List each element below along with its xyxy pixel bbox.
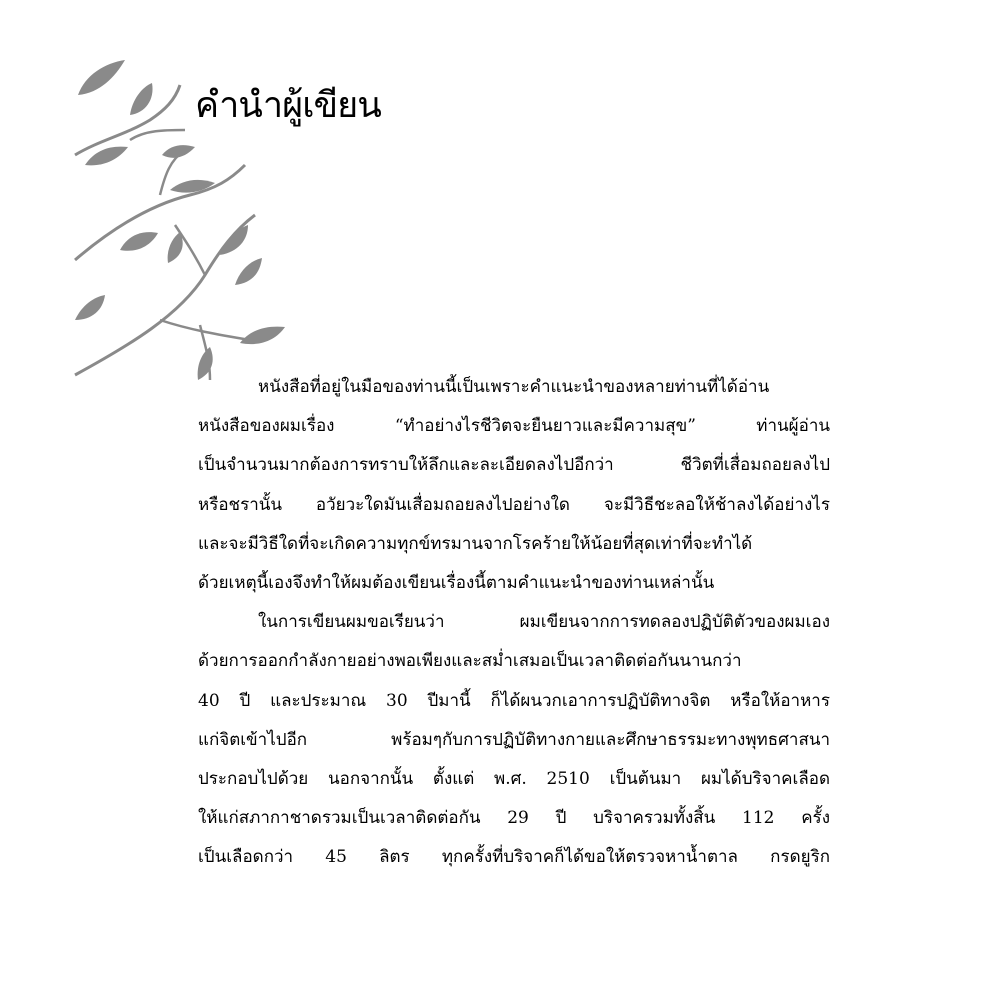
paragraph-line: ในการเขียนผมขอเรียนว่า ผมเขียนจากการทดลองปฏิบัติตัวของผมเอง [258,612,830,633]
body-text [198,368,830,877]
paragraph-line: เป็นเลือดกว่า 45 ลิตร ทุกครั้งที่บริจาคก็ได้ขอให้ตรวจหาน้ำตาล กรดยูริก [198,847,830,868]
page-title: คำนำผู้เขียน [195,85,381,126]
paragraph-line: หรือชรานั้น อวัยวะใดมันเสื่อมถอยลงไปอย่างใด จะมีวิธีชะลอให้ช้าลงได้อย่างไร [198,494,830,515]
paragraph-line: หนังสือของผมเรื่อง “ทำอย่างไรชีวิตจะยืนยาวและมีความสุข” ท่านผู้อ่าน [198,416,830,437]
paragraph-line: ด้วยเหตุนี้เองจึงทำให้ผมต้องเขียนเรื่องนี้ตามคำแนะนำของท่านเหล่านั้น [198,572,715,593]
paragraph-line: และจะมีวิธีใดที่จะเกิดความทุกข์ทรมานจากโรคร้ายให้น้อยที่สุดเท่าที่จะทำได้ [198,533,753,554]
paragraph-line: เป็นจำนวนมากต้องการทราบให้ลึกและละเอียดลงไปอีกว่า ชีวิตที่เสื่อมถอยลงไป [198,455,830,476]
paragraph-line: ด้วยการออกกำลังกายอย่างพอเพียงและสม่ำเสมอเป็นเวลาติดต่อกันนานกว่า [198,651,742,672]
paragraph-line: แก่จิตเข้าไปอีก พร้อมๆกับการปฏิบัติทางกายและศึกษาธรรมะทางพุทธศาสนา [198,729,830,750]
paragraph-line: 40 ปี และประมาณ 30 ปีมานี้ ก็ได้ผนวกเอาการปฏิบัติทางจิต หรือให้อาหาร [198,690,830,711]
paragraph-line: ประกอบไปด้วย นอกจากนั้น ตั้งแต่ พ.ศ. 2510 เป็นต้นมา ผมได้บริจาคเลือด [198,768,830,789]
paragraph-line: หนังสือที่อยู่ในมือของท่านนี้เป็นเพราะคำแนะนำของหลายท่านที่ได้อ่าน [258,377,770,397]
paragraph-line: ให้แก่สภากาชาดรวมเป็นเวลาติดต่อกัน 29 ปี บริจาครวมทั้งสิ้น 112 ครั้ง [198,808,830,829]
